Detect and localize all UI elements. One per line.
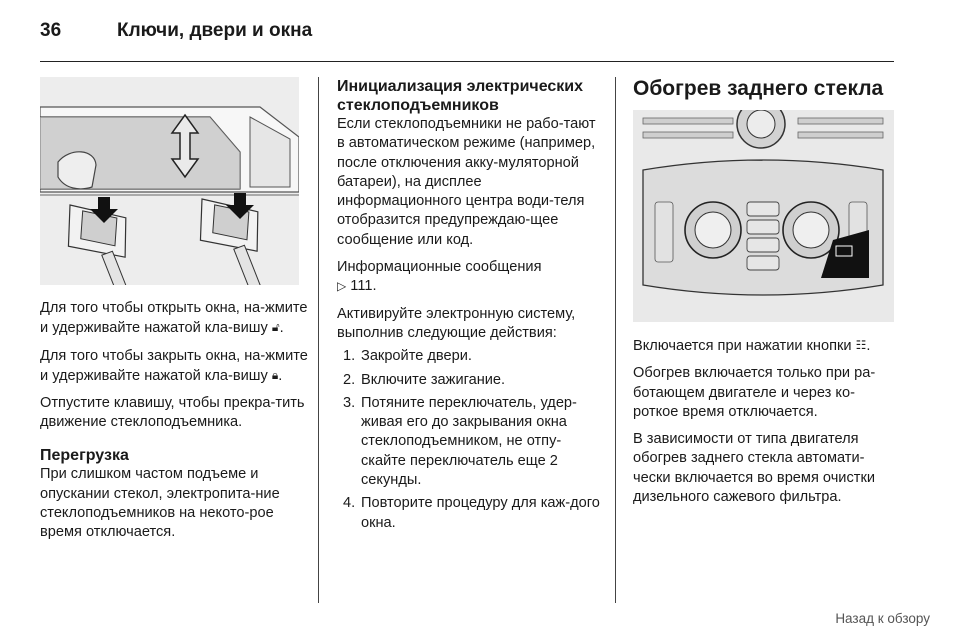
- page-reference-arrow-icon[interactable]: ▷: [337, 279, 347, 294]
- close-windows-text: Для того чтобы закрыть окна, на-жмите и удерживайте нажатой кла-вишу: [40, 347, 308, 384]
- column-1: [40, 299, 312, 550]
- step-number: 3.: [343, 394, 356, 411]
- info-messages-paragraph: [337, 258, 605, 297]
- step-text: Включите зажигание.: [361, 371, 506, 388]
- back-to-overview-link[interactable]: Назад к обзору: [835, 611, 930, 626]
- header-divider: [40, 61, 894, 62]
- column-divider-2: [615, 77, 616, 603]
- button-activation-end: .: [866, 338, 871, 354]
- open-windows-end: .: [279, 320, 284, 337]
- step-number: 1.: [343, 348, 356, 365]
- close-windows-end: .: [278, 367, 283, 384]
- step-number: 4.: [343, 495, 356, 512]
- step-number: 2.: [343, 371, 356, 388]
- initialization-heading: Инициализация электрических стеклоподъемников: [337, 78, 584, 114]
- close-windows-paragraph: [40, 347, 312, 387]
- engine-running-paragraph: Обогрев включается только при ра-ботающем двигателе и через ко-роткое время отключается.: [633, 365, 876, 420]
- overload-paragraph: При слишком частом подъеме и опускании стекол, электропита-ние стеклоподъемников на некото-рое время отключается.: [40, 466, 280, 541]
- column-divider-1: [318, 77, 319, 603]
- activate-paragraph: Активируйте электронную систему, выполнив следующие действия:: [337, 305, 576, 341]
- step-text: Закройте двери.: [361, 348, 472, 365]
- list-item: [337, 394, 605, 490]
- window-remote-key-illustration: [40, 77, 299, 285]
- diesel-filter-paragraph: В зависимости от типа двигателя обогрев заднего стекла автомати-чески включается во время очистки дизельного сажевого фильтра.: [633, 431, 875, 506]
- column-2: [337, 78, 605, 537]
- overload-heading: Перегрузка: [40, 446, 129, 464]
- open-windows-paragraph: [40, 299, 312, 339]
- chapter-title: Ключи, двери и окна: [117, 20, 313, 41]
- step-text: Повторите процедуру для каж-дого окна.: [361, 495, 600, 531]
- initialization-paragraph: Если стеклоподъемники не рабо-тают в автоматическом режиме (например, после отключения акку-муляторной батареи), на дисплее информационного центра води-теля отобразится предупреждаю-щее сообщение или код.: [337, 116, 596, 248]
- climate-control-panel-illustration: [633, 110, 894, 322]
- page-reference-link[interactable]: 111.: [350, 278, 377, 295]
- button-activation-text: Включается при нажатии кнопки: [633, 338, 852, 354]
- list-item: [337, 347, 605, 366]
- rear-window-heating-heading: Обогрев заднего стекла: [633, 77, 884, 100]
- column-3: [633, 336, 895, 515]
- steps-list: [337, 347, 605, 533]
- window-remote-key-drawing: [40, 77, 299, 285]
- climate-panel-drawing: [633, 110, 894, 322]
- info-messages-text: Информационные сообщения: [337, 259, 542, 276]
- page-number: 36: [40, 20, 62, 41]
- unlock-key-icon: 🔓︎: [271, 320, 280, 335]
- step-text: Потяните переключатель, удер-живая его до закрывания окна стеклоподъемником, не отпу-скайте переключатель еще 2 секунды.: [361, 394, 577, 489]
- list-item: [337, 494, 605, 533]
- release-key-paragraph: Отпустите клавишу, чтобы прекра-тить движение стеклоподъемника.: [40, 395, 305, 431]
- rear-window-heater-icon: ☷: [855, 338, 867, 352]
- button-activation-paragraph: [633, 336, 895, 356]
- lock-key-icon: 🔒︎: [271, 367, 279, 382]
- list-item: [337, 371, 605, 390]
- open-windows-text: Для того чтобы открыть окна, на-жмите и удерживайте нажатой кла-вишу: [40, 300, 308, 337]
